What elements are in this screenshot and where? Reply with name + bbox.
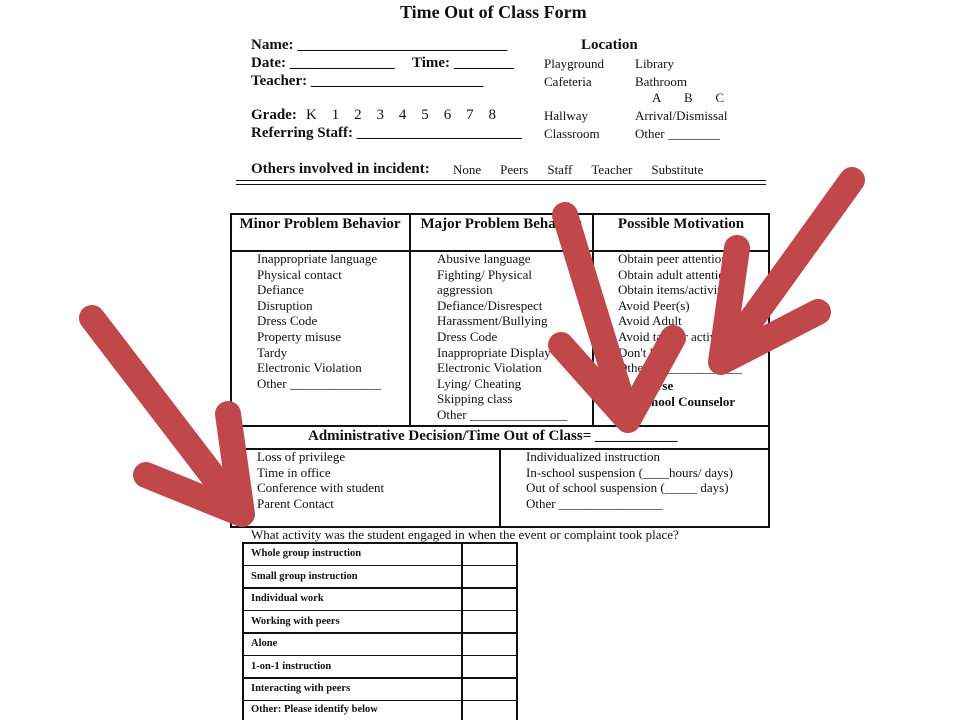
list-item: Obtain adult attention [618,266,732,282]
list-item: Dress Code [257,313,318,329]
arrow-middle [561,215,673,420]
name-label: Name: ____________________________ [251,37,508,53]
location-library: Library [635,56,674,71]
location-cafeteria: Cafeteria [544,74,592,89]
list-item: In-school suspension (____hours/ days) [526,464,733,480]
table-row: Interacting with peers [251,683,351,694]
list-item: Avoid task or activity [618,328,731,344]
location-bathroom: Bathroom [635,74,687,89]
list-item: Out of school suspension (_____ days) [526,480,729,496]
location-other: Other ________ [635,126,720,141]
list-item: Individualized instruction [526,449,660,464]
table-row: 1-on-1 instruction [251,660,332,672]
list-item: Skipping class [437,391,513,407]
grade-options: K 1 2 3 4 5 6 7 8 [306,107,496,123]
table-row: Whole group instruction [251,548,362,559]
others-involved-label: Others involved in incident: [251,161,430,177]
teacher-label: Teacher: _______________________ [251,73,484,89]
list-item: Parent Contact [257,495,334,511]
list-item: Defiance/Disrespect [437,297,543,313]
list-item: Time in office [257,464,331,480]
table-row: Individual work [251,593,324,604]
header-possible-motivation: Possible Motivation [617,216,745,232]
header-minor-behavior: Minor Problem Behavior [239,216,401,232]
list-item: aggression [437,282,493,298]
list-item: Lying/ Cheating [437,375,522,391]
location-title: Location [581,37,638,53]
table-row: Other: Please identify below [251,704,378,715]
form-title: Time Out of Class Form [400,2,587,22]
list-item: Obtain items/activities [618,282,736,298]
list-item: Avoid Peer(s) [618,297,690,313]
others-options: None Peers Staff Teacher Substitute [453,162,704,177]
list-item: Electronic Violation [437,360,542,376]
list-item: Harassment/Bullying [437,313,548,329]
arrow-right [721,180,852,362]
list-item: Property misuse [257,328,342,344]
list-item: Abusive language [437,251,531,266]
motivation-nurse: Nurse [640,378,674,393]
grade-label: Grade: [251,107,297,123]
location-classroom: Classroom [544,126,600,141]
list-item: Other _______________ [437,406,568,422]
list-item: Inappropriate language [257,251,378,266]
header-major-behavior: Major Problem Behavior [420,216,582,232]
table-row: Working with peers [251,615,340,627]
list-item: Physical contact [257,266,342,282]
time-label: Time: ________ [412,55,514,71]
bathroom-options: A B C [652,90,724,105]
location-hallway: Hallway [544,108,589,123]
list-item: Dress Code [437,328,498,344]
list-item: Defiance [257,282,304,298]
list-item: Loss of privilege [257,449,346,464]
list-item: Fighting/ Physical [437,266,532,282]
list-item: Other ______________ [257,375,381,391]
list-item: Don't know [618,344,679,360]
list-item: Tardy [257,344,288,360]
date-label: Date: ______________ [251,55,395,71]
admin-decision-title: Administrative Decision/Time Out of Class= ___________ [308,428,678,444]
motivation-school-counselor: School Counselor [638,394,736,409]
activity-question: What activity was the student engaged in when the event or complaint took place? [251,527,679,542]
table-row: Alone [251,638,278,649]
list-item: Disruption [257,297,313,313]
list-item: Inappropriate Display [437,344,551,360]
arrow-left [92,318,242,514]
list-item: Obtain peer attention [618,251,728,266]
referring-staff-label: Referring Staff: ______________________ [251,125,522,141]
location-playground: Playground [544,56,604,71]
list-item: Avoid Adult [618,313,682,329]
list-item: Electronic Violation [257,360,362,376]
list-item: Other ________________ [526,495,663,511]
table-row: Small group instruction [251,570,358,582]
location-arrival-dismissal: Arrival/Dismissal [635,108,728,123]
list-item: Other ______________ [618,360,742,376]
list-item: Conference with student [257,480,385,496]
